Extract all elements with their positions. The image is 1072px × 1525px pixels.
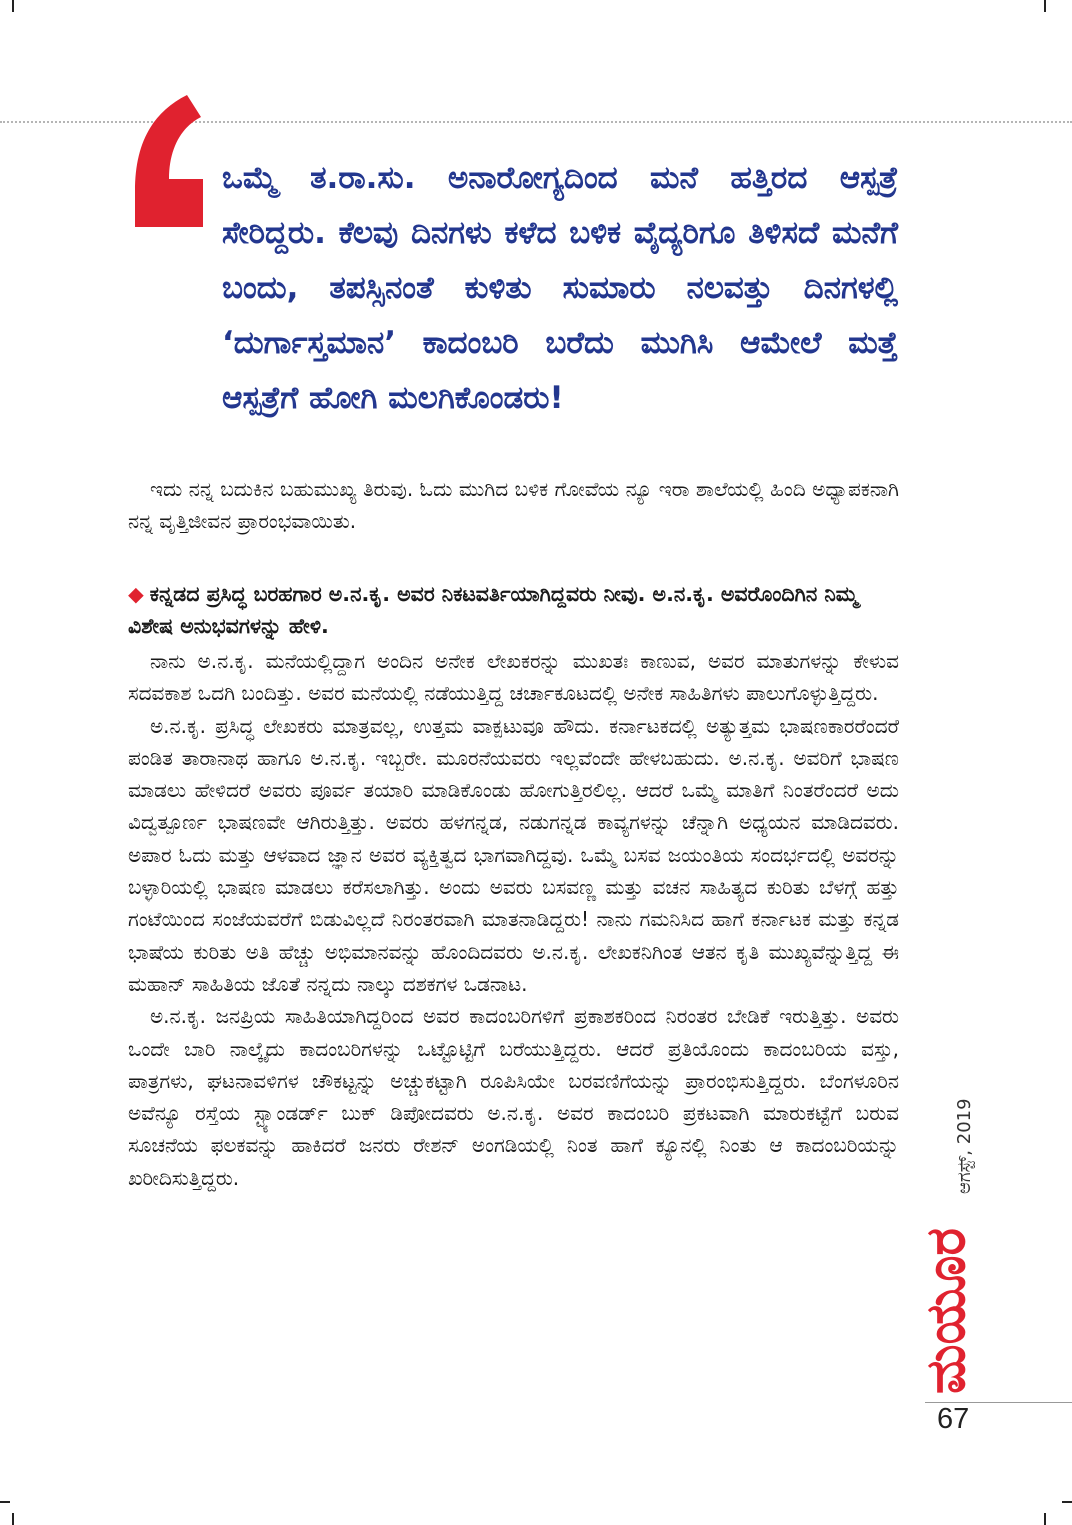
crop-mark-top-right — [1044, 0, 1046, 12]
intro-paragraph — [128, 473, 899, 538]
magazine-logo — [912, 1221, 977, 1394]
quotation-mark-icon — [133, 93, 203, 227]
crop-mark-bottom-left — [12, 1513, 14, 1525]
paragraph: ಇದು ನನ್ನ ಬದುಕಿನ ಬಹುಮುಖ್ಯ ತಿರುವು. ಓದು ಮುಗಿದ ಬಳಿಕ ಗೋವೆಯ ನ್ಯೂ ಇರಾ ಶಾಲೆಯಲ್ಲಿ ಹಿಂದಿ ಅಧ್ಯಾಪಕನಾಗಿ ನನ್ನ ವೃತ್ತಿಜೀವನ ಪ್ರಾರಂಭವಾಯಿತು. — [128, 477, 899, 534]
crop-mark-left — [0, 1501, 10, 1503]
page-number: 67 — [937, 1403, 970, 1435]
paragraph: ಅ.ನ.ಕೃ. ಜನಪ್ರಿಯ ಸಾಹಿತಿಯಾಗಿದ್ದರಿಂದ ಅವರ ಕಾದಂಬರಿಗಳಿಗೆ ಪ್ರಕಾಶಕರಿಂದ ನಿರಂತರ ಬೇಡಿಕೆ ಇರುತ್ತಿತ್ತು. ಅವರು ಒಂದೇ ಬಾರಿ ನಾಲ್ಕೈದು ಕಾದಂಬರಿಗಳನ್ನು ಒಟ್ಟೊಟ್ಟಿಗೆ ಬರೆಯುತ್ತಿದ್ದರು. ಆದರೆ ಪ್ರತಿಯೊಂದು ಕಾದಂಬರಿಯ ವಸ್ತು, ಪಾತ್ರಗಳು, ಘಟನಾವಳಿಗಳ ಚೌಕಟ್ಟನ್ನು ಅಚ್ಚುಕಟ್ಟಾಗಿ ರೂಪಿಸಿಯೇ ಬರವಣಿಗೆಯನ್ನು ಪ್ರಾರಂಭಿಸುತ್ತಿದ್ದರು. ಬೆಂಗಳೂರಿನ ಅವೆನ್ಯೂ ರಸ್ತೆಯ ಸ್ಟ್ಯಾಂಡರ್ಡ್ ಬುಕ್ ಡಿಪೋದವರು ಅ.ನ.ಕೃ. ಅವರ ಕಾದಂಬರಿ ಪ್ರಕಟವಾಗಿ ಮಾರುಕಟ್ಟೆಗೆ ಬರುವ ಸೂಚನೆಯ ಫಲಕವನ್ನು ಹಾಕಿದರೆ ಜನರು ರೇಶನ್ ಅಂಗಡಿಯಲ್ಲಿ ನಿಂತ ಹಾಗೆ ಕ್ಯೂನಲ್ಲಿ ನಿಂತು ಆ ಕಾದಂಬರಿಯನ್ನು ಖರೀದಿಸುತ್ತಿದ್ದರು. — [128, 1004, 899, 1190]
pull-quote-text: ಒಮ್ಮೆ ತ.ರಾ.ಸು. ಅನಾರೋಗ್ಯದಿಂದ ಮನೆ ಹತ್ತಿರದ ಆಸ್ಪತ್ರೆ ಸೇರಿದ್ದರು. ಕೆಲವು ದಿನಗಳು ಕಳೆದ ಬಳಿಕ ವೈದ್ಯರಿಗೂ ತಿಳಿಸದೆ ಮನೆಗೆ ಬಂದು, ತಪಸ್ಸಿನಂತೆ ಕುಳಿತು ಸುಮಾರು ನಲವತ್ತು ದಿನಗಳಲ್ಲಿ ‘ದುರ್ಗಾಸ್ತಮಾನ’ ಕಾದಂಬರಿ ಬರೆದು ಮುಗಿಸಿ ಆಮೇಲೆ ಮತ್ತೆ ಆಸ್ಪತ್ರೆಗೆ ಹೋಗಿ ಮಲಗಿಕೊಂಡರು! — [222, 160, 898, 416]
paragraph: ಅ.ನ.ಕೃ. ಪ್ರಸಿದ್ಧ ಲೇಖಕರು ಮಾತ್ರವಲ್ಲ, ಉತ್ತಮ ವಾಕ್ಪಟುವೂ ಹೌದು. ಕರ್ನಾಟಕದಲ್ಲಿ ಅತ್ಯುತ್ತಮ ಭಾಷಣಕಾರರೆಂದರೆ ಪಂಡಿತ ತಾರಾನಾಥ ಹಾಗೂ ಅ.ನ.ಕೃ. ಇಬ್ಬರೇ. ಮೂರನೆಯವರು ಇಲ್ಲವೆಂದೇ ಹೇಳಬಹುದು. ಅ.ನ.ಕೃ. ಅವರಿಗೆ ಭಾಷಣ ಮಾಡಲು ಹೇಳಿದರೆ ಅವರು ಪೂರ್ವ ತಯಾರಿ ಮಾಡಿಕೊಂಡು ಹೋಗುತ್ತಿರಲಿಲ್ಲ. ಆದರೆ ಒಮ್ಮೆ ಮಾತಿಗೆ ನಿಂತರೆಂದರೆ ಅದು ವಿದ್ವತ್ಪೂರ್ಣ ಭಾಷಣವೇ ಆಗಿರುತ್ತಿತ್ತು. ಅವರು ಹಳಗನ್ನಡ, ನಡುಗನ್ನಡ ಕಾವ್ಯಗಳನ್ನು ಚೆನ್ನಾಗಿ ಅಧ್ಯಯನ ಮಾಡಿದವರು. ಅಪಾರ ಓದು ಮತ್ತು ಆಳವಾದ ಜ್ಞಾನ ಅವರ ವ್ಯಕ್ತಿತ್ವದ ಭಾಗವಾಗಿದ್ದವು. ಒಮ್ಮೆ ಬಸವ ಜಯಂತಿಯ ಸಂದರ್ಭದಲ್ಲಿ ಅವರನ್ನು ಬಳ್ಳಾರಿಯಲ್ಲಿ ಭಾಷಣ ಮಾಡಲು ಕರೆಸಲಾಗಿತ್ತು. ಅಂದು ಅವರು ಬಸವಣ್ಣ ಮತ್ತು ವಚನ ಸಾಹಿತ್ಯದ ಕುರಿತು ಬೆಳಗ್ಗೆ ಹತ್ತು ಗಂಟೆಯಿಂದ ಸಂಜೆಯವರೆಗೆ ಬಿಡುವಿಲ್ಲದೆ ನಿರಂತರವಾಗಿ ಮಾತನಾಡಿದ್ದರು! ನಾನು ಗಮನಿಸಿದ ಹಾಗೆ ಕರ್ನಾಟಕ ಮತ್ತು ಕನ್ನಡ ಭಾಷೆಯ ಕುರಿತು ಅತಿ ಹೆಚ್ಚು ಅಭಿಮಾನವನ್ನು ಹೊಂದಿದವರು ಅ.ನ.ಕೃ. ಲೇಖಕನಿಗಿಂತ ಆತನ ಕೃತಿ ಮುಖ್ಯವೆನ್ನುತ್ತಿದ್ದ ಈ ಮಹಾನ್ ಸಾಹಿತಿಯ ಜೊತೆ ನನ್ನದು ನಾಲ್ಕು ದಶಕಗಳ ಒಡನಾಟ. — [128, 713, 899, 996]
paragraph: ನಾನು ಅ.ನ.ಕೃ. ಮನೆಯಲ್ಲಿದ್ದಾಗ ಅಂದಿನ ಅನೇಕ ಲೇಖಕರನ್ನು ಮುಖತಃ ಕಾಣುವ, ಅವರ ಮಾತುಗಳನ್ನು ಕೇಳುವ ಸದವಕಾಶ ಒದಗಿ ಬಂದಿತ್ತು. ಅವರ ಮನೆಯಲ್ಲಿ ನಡೆಯುತ್ತಿದ್ದ ಚರ್ಚಾಕೂಟದಲ್ಲಿ ಅನೇಕ ಸಾಹಿತಿಗಳು ಪಾಲುಗೊಳ್ಳುತ್ತಿದ್ದರು. — [128, 649, 899, 706]
crop-mark-top-left — [12, 0, 14, 12]
crop-mark-bottom-right — [1044, 1513, 1046, 1525]
diamond-bullet-icon: ◆ — [128, 582, 144, 606]
question-text: ಕನ್ನಡದ ಪ್ರಸಿದ್ಧ ಬರಹಗಾರ ಅ.ನ.ಕೃ. ಅವರ ನಿಕಟವರ್ತಿಯಾಗಿದ್ದವರು ನೀವು. ಅ.ನ.ಕೃ. ಅವರೊಂದಿಗಿನ ನಿಮ್ಮ ವಿಶೇಷ ಅನುಭವಗಳನ್ನು ಹೇಳಿ. — [128, 582, 859, 638]
answer-body — [128, 645, 899, 1194]
issue-date: ಆಗಸ್ಟ್, 2019 — [954, 1098, 975, 1194]
crop-mark-right — [1062, 1501, 1072, 1503]
svg-text:ಮಯೂರ: ಮಯೂರ — [914, 1221, 977, 1394]
interview-question — [128, 578, 888, 642]
